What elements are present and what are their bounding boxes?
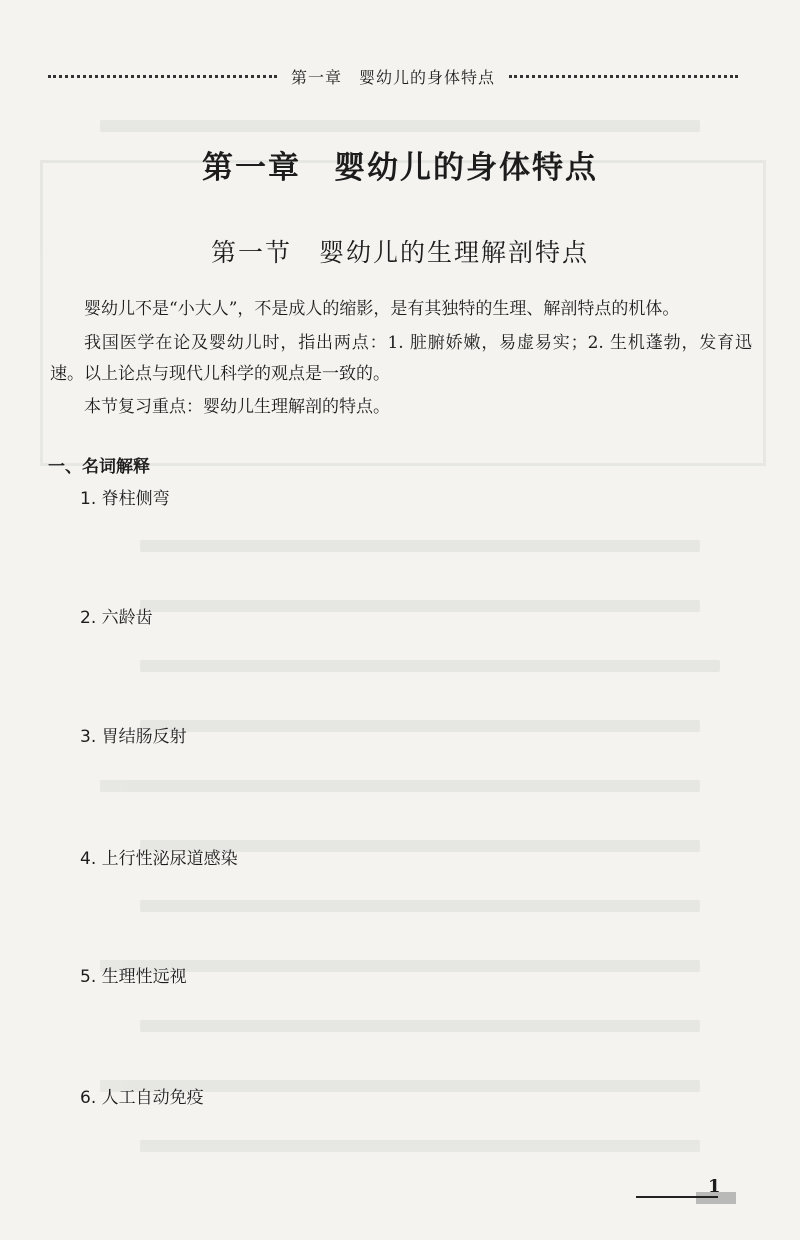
intro-paragraph-1: 婴幼儿不是“小大人”，不是成人的缩影，是有其独特的生理、解剖特点的机体。 [84, 299, 680, 319]
term-item: 3. 胃结肠反射 [80, 727, 187, 747]
term-item: 2. 六龄齿 [80, 608, 153, 628]
intro-paragraph-3: 本节复习重点：婴幼儿生理解剖的特点。 [84, 397, 390, 417]
term-item: 5. 生理性远视 [80, 967, 187, 987]
page-number: 1 [708, 1176, 721, 1197]
term-item: 6. 人工自动免疫 [80, 1088, 204, 1108]
running-head-dots-right [509, 75, 738, 78]
page-number-bar [636, 1190, 736, 1206]
running-head [48, 62, 738, 90]
exercise-heading: 一、名词解释 [48, 457, 150, 477]
intro-paragraph-2: 我国医学在论及婴幼儿时，指出两点：1. 脏腑娇嫩，易虚易实；2. 生机蓬勃，发育迅速。以上论点与现代儿科学的观点是一致的。 [50, 333, 752, 384]
bleed-through-texture [40, 110, 760, 1170]
term-item: 1. 脊柱侧弯 [80, 489, 170, 509]
term-item: 4. 上行性泌尿道感染 [80, 849, 238, 869]
running-head-text: 第一章 婴幼儿的身体特点 [291, 67, 496, 87]
chapter-title: 第一章 婴幼儿的身体特点 [202, 150, 598, 186]
running-head-dots-left [48, 75, 277, 78]
section-title: 第一节 婴幼儿的生理解剖特点 [210, 238, 589, 267]
